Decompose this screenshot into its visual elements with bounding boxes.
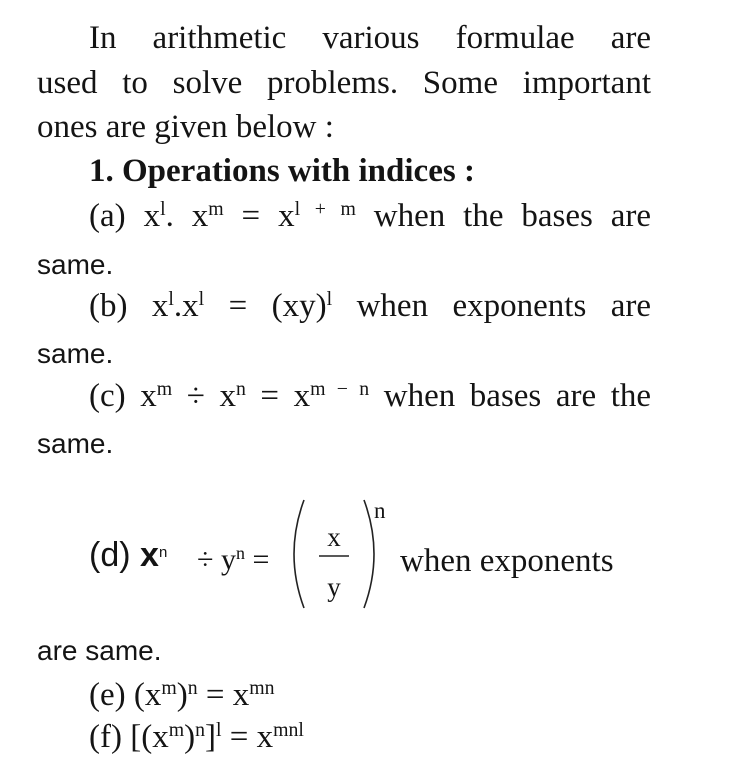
fraction-outer-exponent: n [374, 498, 386, 523]
rule-d-fraction [288, 494, 398, 614]
rule-b-formula: (b) $x^l.x^l = (xy)^l$ [89, 288, 333, 324]
intro-line-1: In arithmetic various formulae are [89, 20, 652, 56]
rule-d-text: when exponents [400, 543, 614, 579]
rule-c-continuation: same. [37, 428, 114, 459]
rule-a-formula: (a) $x^l$. $x^m = x^{l + m}$ [89, 198, 356, 234]
rule-c [89, 380, 651, 413]
intro-line-3: ones are given below : [37, 109, 334, 145]
rule-a-text: when the bases are [373, 198, 652, 234]
fraction-denominator: y [327, 572, 341, 602]
rule-e: (e) $(x^m)^n = x^{mn}$ [89, 677, 275, 713]
rule-a [89, 200, 651, 233]
right-paren [364, 500, 374, 608]
rule-f: (f) $[(x^m)^n]^l = x^{mnl}$ [89, 719, 304, 755]
rule-d-divide: ÷ $y^n$ = [197, 543, 270, 576]
rule-b-text: when exponents are [356, 288, 652, 324]
rule-d-continuation: are same. [37, 635, 162, 666]
rule-d-label: (d) $x^n$ [89, 536, 168, 574]
fraction-numerator: x [327, 522, 341, 552]
left-paren [294, 500, 304, 608]
rule-a-continuation: same. [37, 249, 114, 280]
intro-line-2: used to solve problems. Some important [37, 65, 651, 101]
section-heading: 1. Operations with indices : [89, 153, 475, 189]
rule-c-formula: (c) $x^m \div x^n = x^{m - n}$ [89, 378, 370, 414]
rule-b [89, 290, 651, 323]
rule-c-text: when bases are the [383, 378, 652, 414]
rule-b-continuation: same. [37, 338, 114, 369]
